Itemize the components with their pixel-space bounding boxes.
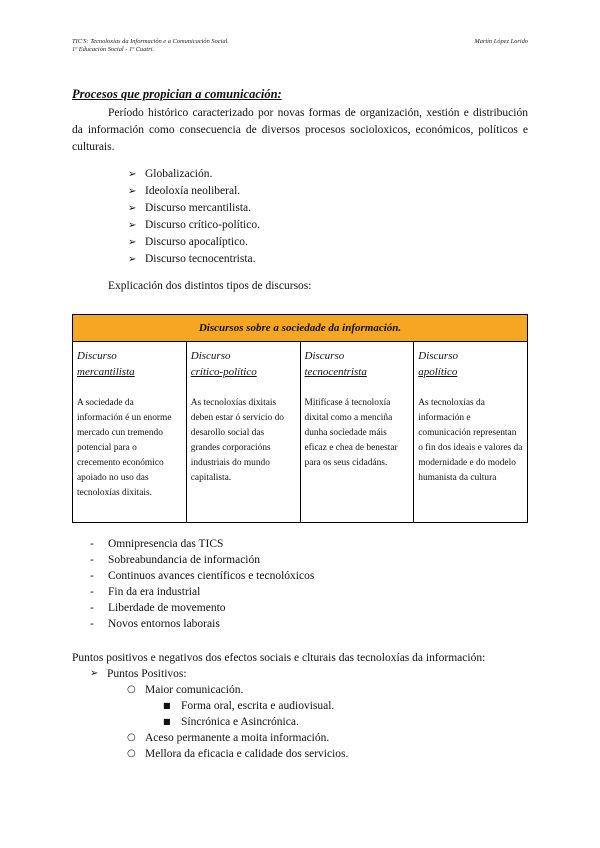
arrow-bullet-icon: ➢ (128, 169, 137, 180)
table-column-critical-political (187, 342, 301, 522)
list-item: - Sobreabundancia de información (90, 554, 260, 566)
table-column-technocentrist (301, 342, 415, 522)
column-text: As tecnoloxías da información e comunicación representan o fin dos ideais e valores da modernidade e do modelo humanista da cultura (418, 398, 523, 483)
column-title: Discurso tecnocentrista (304, 350, 367, 378)
dash-bullet: - (90, 554, 94, 566)
explanation-text: Explicación dos distintos tipos de discursos: (108, 280, 312, 292)
intro-paragraph: Período histórico caracterizado por novas formas de organización, xestión e distribución da información como consecuencia de diversos procesos socioloxicos, económicos, políticos e culturais. (72, 107, 528, 153)
header-course-line: TIC'S: Tecnoloxías da Información e a Comunicación Social. (72, 38, 229, 45)
column-text: Mitifícase á tecnoloxía dixital como a menciña dunha sociedade máis eficaz e chea de benestar para os seus cidadáns. (304, 398, 398, 468)
list-item: - Liberdade de movemento (90, 602, 226, 614)
dash-bullet: - (90, 570, 94, 582)
arrow-bullet-icon: ➢ (128, 220, 137, 231)
table-column-apolitical (414, 342, 527, 522)
header-author: Martín López Lorido (474, 38, 528, 45)
dash-bullet: - (90, 538, 94, 550)
dash-bullet: - (90, 618, 94, 630)
header-term-line: 1º Educación Social - 1º Cuatri. (72, 46, 155, 53)
arrow-bullet-icon: ➢ (128, 237, 137, 248)
column-title: Discurso mercantilista (77, 350, 135, 378)
list-item: - Fin da era industrial (90, 586, 201, 598)
column-title: Discurso crítico-político (190, 350, 257, 378)
column-text: As tecnoloxías dixitais deben estar ó servicio do desarollo social das grandes corporacións industriais do mundo capitalista. (190, 398, 284, 483)
list-item: ○ Maior comunicación. (127, 684, 244, 696)
section-title: Procesos que propician a comunicación: (72, 87, 282, 101)
list-item: ➢ Discurso mercantilista. (128, 200, 260, 217)
features-list (90, 536, 314, 632)
arrow-bullet-icon: ➢ (128, 186, 137, 197)
points-intro: Puntos positivos e negativos dos efectos sociais e clturais das tecnoloxías da información: (72, 652, 486, 664)
list-item: ■ Forma oral, escrita e audiovisual. (163, 700, 335, 712)
square-bullet-icon: ■ (163, 717, 171, 726)
arrow-bullet-icon: ➢ (128, 203, 137, 214)
list-item: ➢ Discurso tecnocentrista. (128, 251, 260, 268)
table-heading: Discursos sobre a sociedade da información. (73, 315, 527, 342)
list-item: ➢ Ideoloxía neoliberal. (128, 183, 260, 200)
table-column-mercantilist (73, 342, 187, 522)
process-list (128, 166, 260, 268)
square-bullet-icon: ■ (163, 701, 171, 710)
list-item: - Continuos avances científicos e tecnolóxicos (90, 570, 315, 582)
list-item: ○ Aceso permanente a moita información. (127, 732, 330, 744)
list-item: ➢ Discurso apocalíptico. (128, 234, 260, 251)
dash-bullet: - (90, 586, 94, 598)
dash-bullet: - (90, 602, 94, 614)
header-left (72, 38, 229, 54)
column-text: A sociedade da información é un enorme mercado cun tremendo potencial para o crecemento económico apoiado no uso das tecnoloxías dixitais. (77, 398, 172, 498)
circle-bullet-icon: ○ (127, 732, 136, 743)
arrow-bullet-icon: ➢ (90, 668, 99, 679)
circle-bullet-icon: ○ (127, 748, 136, 759)
discourses-table (72, 314, 528, 523)
list-item: ➢ Globalización. (128, 166, 260, 183)
list-item: ■ Síncrónica e Asincrónica. (163, 716, 299, 728)
list-item: ➢ Discurso crítico-político. (128, 217, 260, 234)
list-item: ○ Mellora da eficacia e calidade dos servicios. (127, 748, 349, 760)
list-item: - Novos entornos laborais (90, 618, 220, 630)
arrow-bullet-icon: ➢ (128, 254, 137, 265)
circle-bullet-icon: ○ (127, 684, 136, 695)
positive-points-heading: ➢ Puntos Positivos: (90, 668, 187, 680)
table-body (73, 342, 527, 522)
list-item: - Omnipresencia das TICS (90, 538, 224, 550)
column-title: Discurso apolítico (418, 350, 458, 378)
